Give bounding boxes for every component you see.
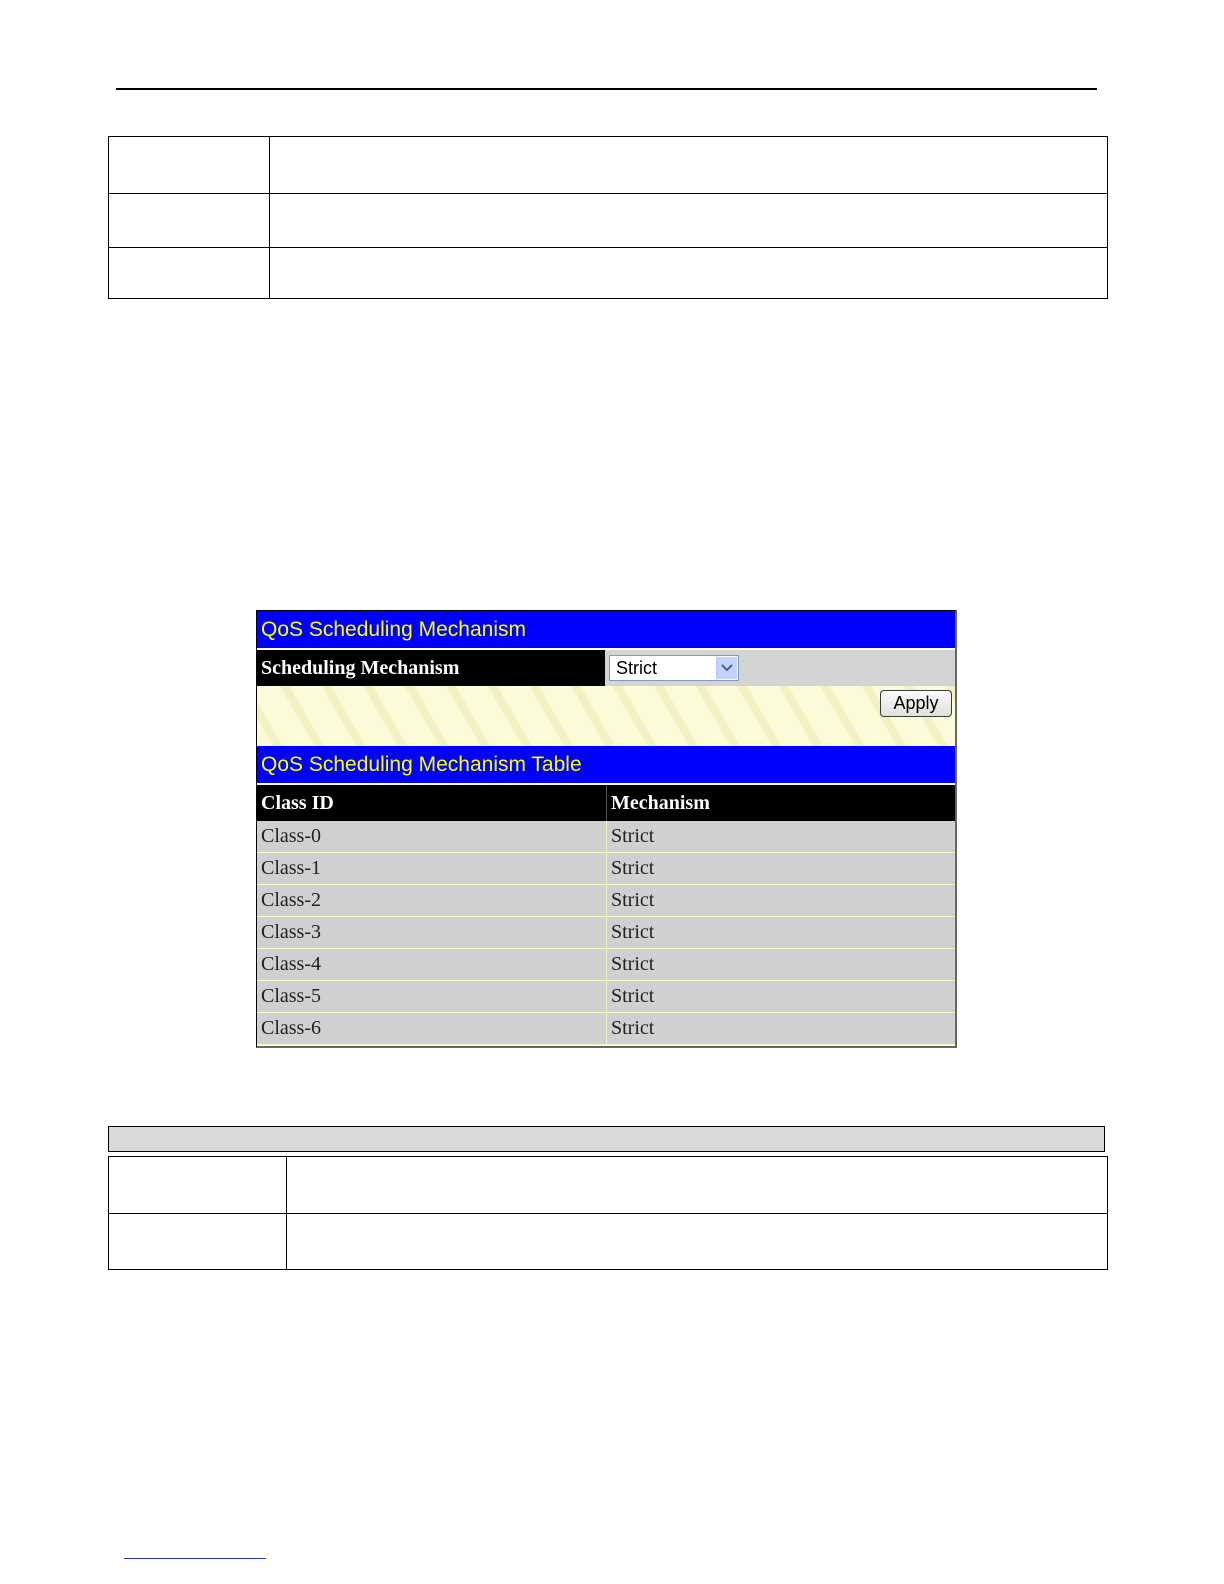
bottom-parameter-table — [108, 1156, 1108, 1270]
table-cell — [287, 1157, 1108, 1214]
apply-row — [257, 686, 955, 746]
class-id-cell: Class-1 — [261, 857, 321, 879]
mechanism-cell: Strict — [611, 825, 655, 847]
table-cell — [270, 248, 1108, 299]
table-cell — [109, 1214, 287, 1270]
mechanism-cell: Strict — [611, 857, 655, 879]
panel-title: QoS Scheduling Mechanism — [257, 611, 955, 648]
mechanism-cell: Strict — [611, 985, 655, 1007]
table-row — [257, 1013, 955, 1045]
parameter-table-header-bar — [108, 1126, 1105, 1152]
class-id-cell: Class-4 — [261, 953, 321, 975]
column-header-mechanism: Mechanism — [611, 792, 710, 814]
apply-button[interactable]: Apply — [880, 690, 952, 717]
qos-scheduling-panel — [256, 610, 957, 1048]
top-parameter-table — [108, 136, 1108, 299]
scheduling-mechanism-label: Scheduling Mechanism — [257, 650, 605, 686]
table-cell — [287, 1214, 1108, 1270]
table-cell — [109, 194, 270, 248]
mechanism-cell: Strict — [611, 889, 655, 911]
table-cell — [109, 248, 270, 299]
select-value: Strict — [616, 658, 658, 678]
table-row — [257, 981, 955, 1013]
class-id-cell: Class-6 — [261, 1017, 321, 1039]
table-header — [257, 785, 955, 821]
class-id-cell: Class-5 — [261, 985, 321, 1007]
table-cell — [109, 1157, 287, 1214]
table-row — [257, 917, 955, 949]
table-row — [257, 853, 955, 885]
mechanism-cell: Strict — [611, 953, 655, 975]
table-row — [257, 885, 955, 917]
table-cell — [270, 137, 1108, 194]
chevron-down-icon[interactable] — [716, 657, 737, 679]
footer-link-underline — [124, 1558, 266, 1559]
class-id-cell: Class-3 — [261, 921, 321, 943]
table-row — [257, 821, 955, 853]
table-cell — [270, 194, 1108, 248]
table-title: QoS Scheduling Mechanism Table — [257, 746, 955, 783]
class-id-cell: Class-0 — [261, 825, 321, 847]
table-cell — [109, 137, 270, 194]
column-header-class-id: Class ID — [261, 792, 334, 814]
mechanism-cell: Strict — [611, 1017, 655, 1039]
table-row — [257, 949, 955, 981]
class-id-cell: Class-2 — [261, 889, 321, 911]
mechanism-cell: Strict — [611, 921, 655, 943]
scheduling-mechanism-row — [257, 650, 955, 686]
scheduling-mechanism-select[interactable] — [609, 655, 739, 681]
header-rule — [116, 88, 1097, 90]
